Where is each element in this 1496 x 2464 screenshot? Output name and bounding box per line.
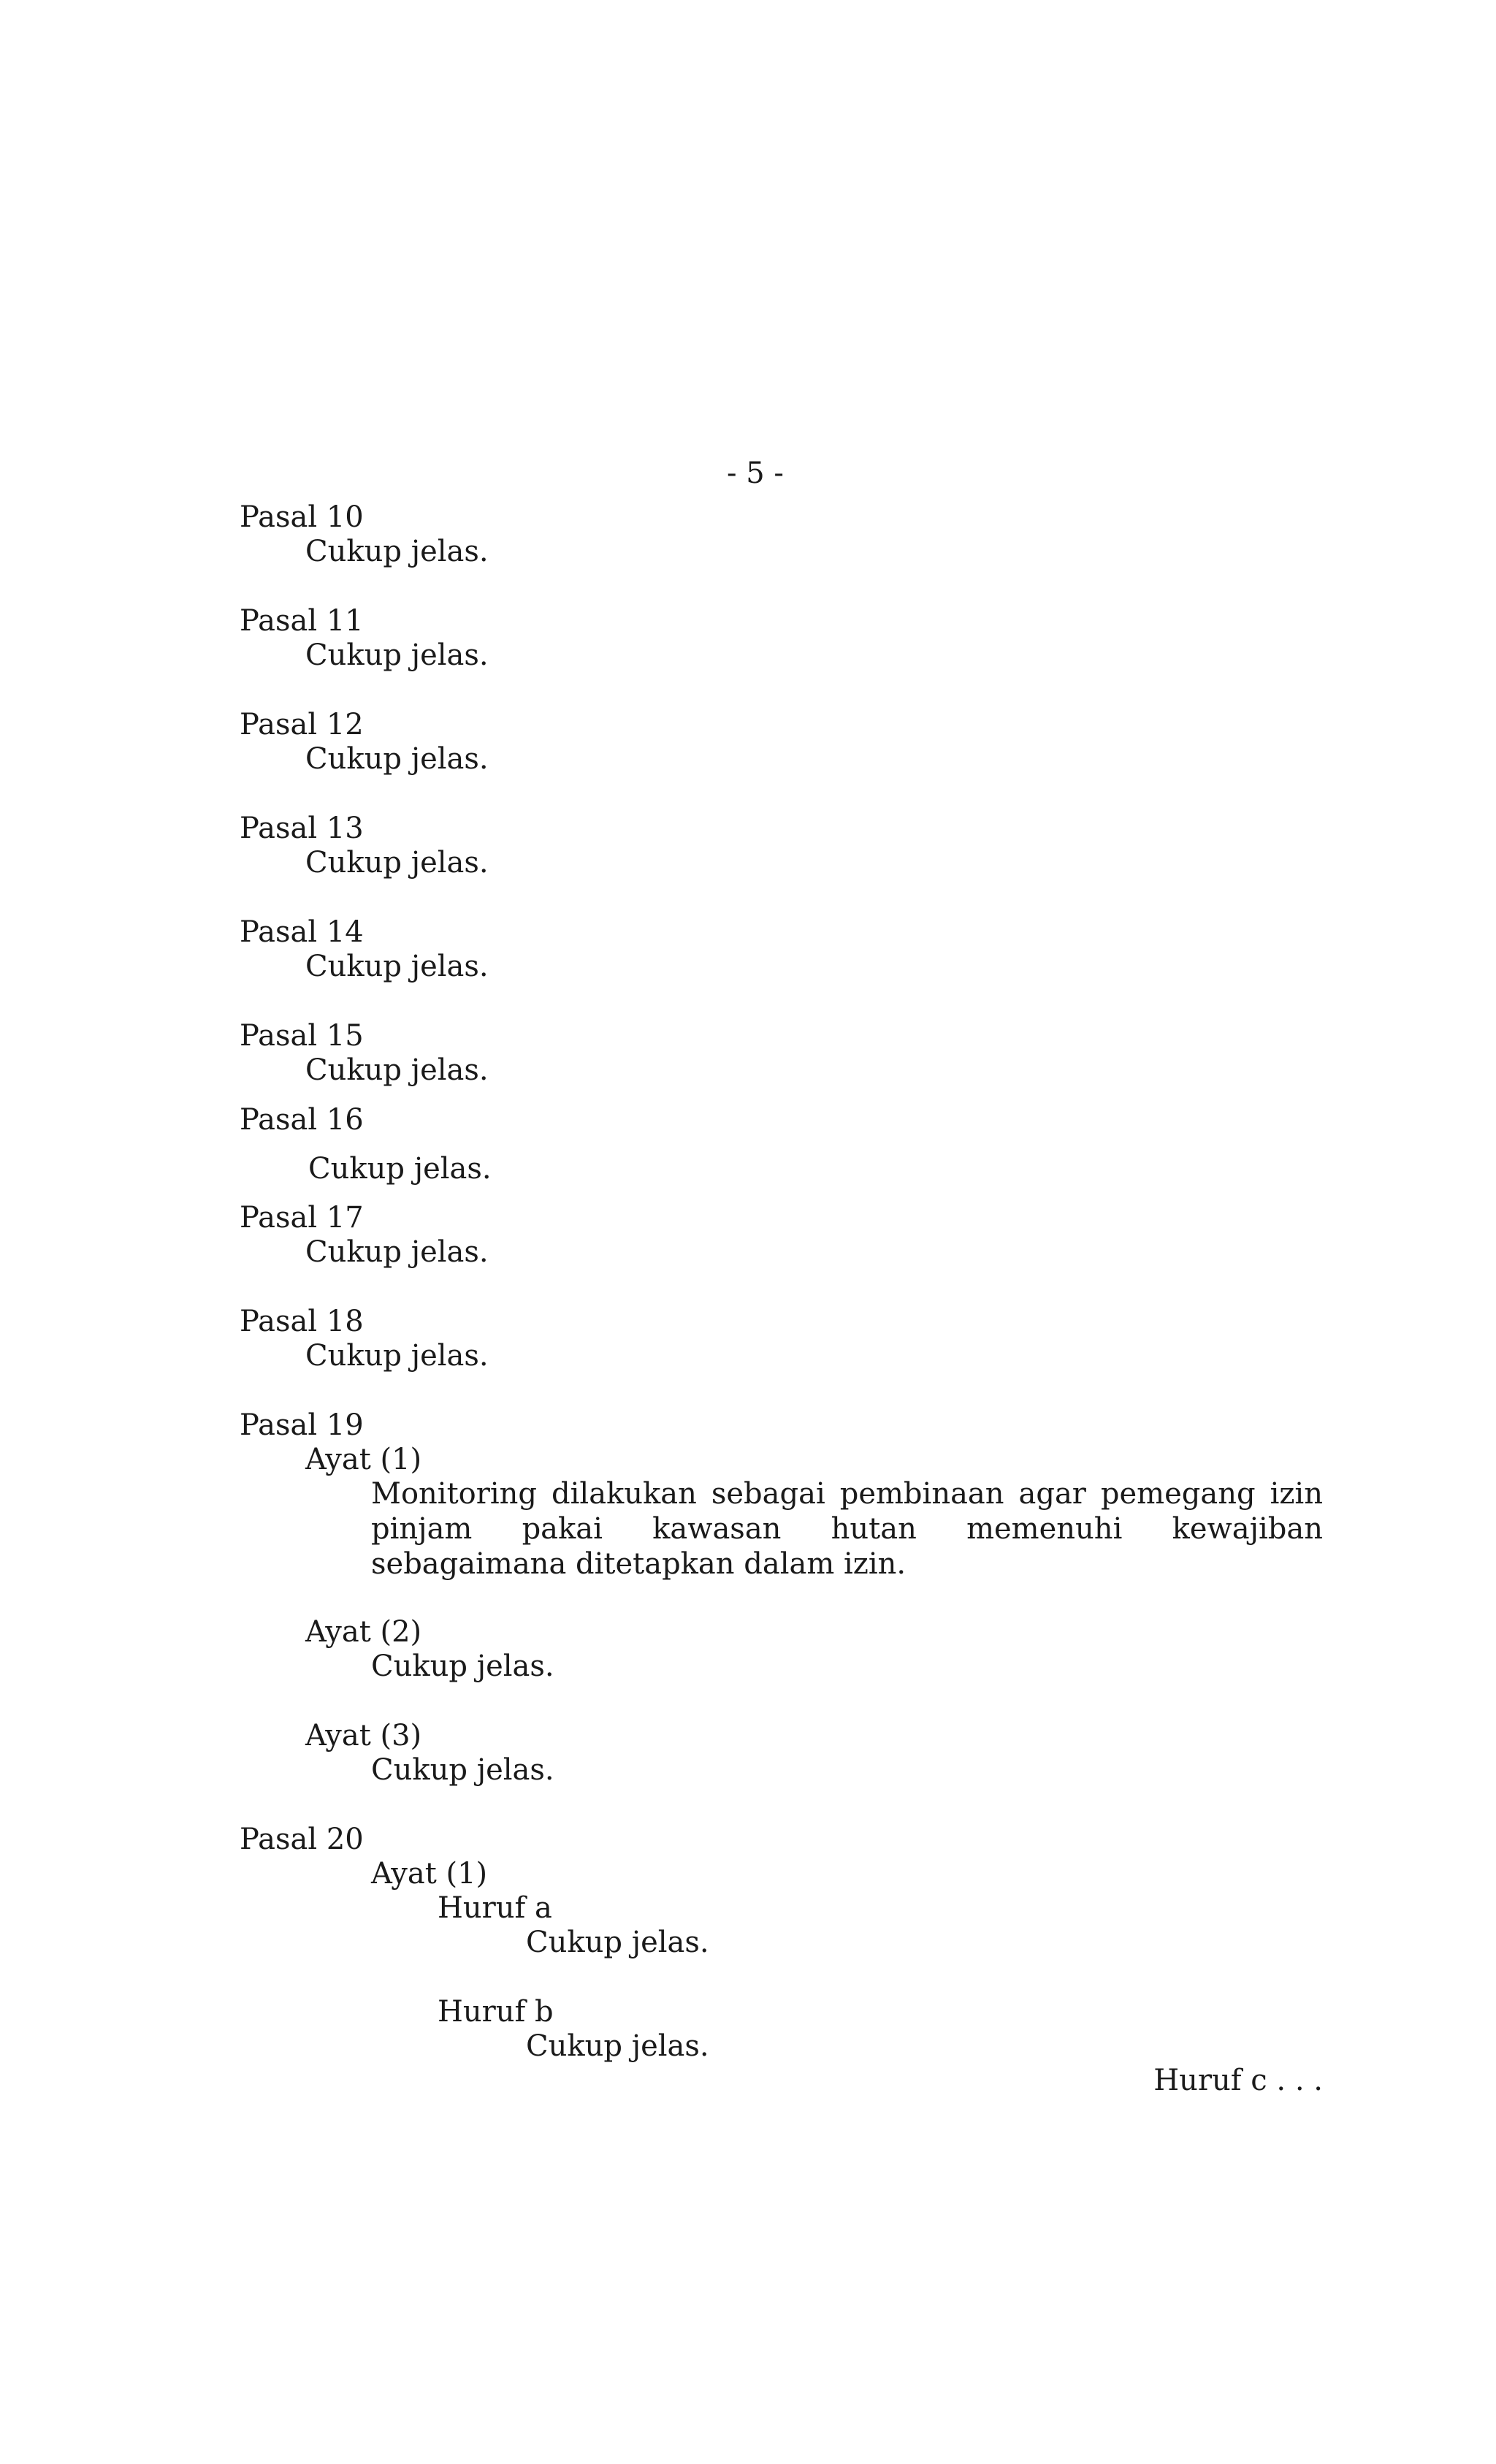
pasal-16-text: Cukup jelas. <box>308 1152 492 1186</box>
pasal-15-text: Cukup jelas. <box>305 1053 489 1087</box>
page-number: - 5 - <box>727 457 784 490</box>
pasal-12-text: Cukup jelas. <box>305 742 489 776</box>
pasal-19-ayat-3-text: Cukup jelas. <box>371 1753 554 1787</box>
pasal-10-title: Pasal 10 <box>240 500 364 534</box>
pasal-19-ayat-1-text: Monitoring dilakukan sebagai pembinaan agar pemegang izin pinjam pakai kawasan hutan memenuhi kewajiban sebagaimana ditetapkan dalam izin. <box>371 1477 1323 1581</box>
pasal-20-huruf-b-text: Cukup jelas. <box>526 2029 709 2063</box>
pasal-19-ayat-1-label: Ayat (1) <box>305 1443 422 1476</box>
pasal-19-title: Pasal 19 <box>240 1408 364 1442</box>
pasal-13-text: Cukup jelas. <box>305 846 489 880</box>
pasal-20-huruf-a-label: Huruf a <box>438 1891 552 1925</box>
pasal-12-title: Pasal 12 <box>240 708 364 741</box>
pasal-11-title: Pasal 11 <box>240 604 364 638</box>
pasal-19-ayat-2-text: Cukup jelas. <box>371 1649 554 1683</box>
pasal-18-title: Pasal 18 <box>240 1305 364 1338</box>
pasal-20-ayat-1-label: Ayat (1) <box>371 1857 488 1891</box>
pasal-10-text: Cukup jelas. <box>305 535 489 568</box>
pasal-14-title: Pasal 14 <box>240 915 364 949</box>
pasal-17-text: Cukup jelas. <box>305 1235 489 1269</box>
page-continuation: Huruf c . . . <box>1153 2064 1323 2097</box>
pasal-11-text: Cukup jelas. <box>305 638 489 672</box>
pasal-15-title: Pasal 15 <box>240 1019 364 1053</box>
pasal-19-ayat-3-label: Ayat (3) <box>305 1719 422 1752</box>
pasal-17-title: Pasal 17 <box>240 1201 364 1235</box>
pasal-18-text: Cukup jelas. <box>305 1339 489 1373</box>
pasal-20-huruf-b-label: Huruf b <box>438 1995 554 2029</box>
pasal-20-huruf-a-text: Cukup jelas. <box>526 1926 709 1959</box>
pasal-19-ayat-2-label: Ayat (2) <box>305 1615 422 1649</box>
pasal-16-title: Pasal 16 <box>240 1103 364 1137</box>
pasal-13-title: Pasal 13 <box>240 812 364 845</box>
pasal-14-text: Cukup jelas. <box>305 950 489 983</box>
pasal-20-title: Pasal 20 <box>240 1823 364 1856</box>
